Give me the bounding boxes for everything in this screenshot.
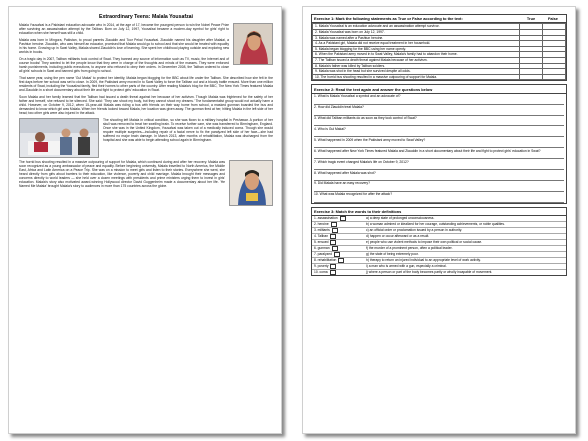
paragraph-3: On a tragic day in 2007, Taliban militants took control of Swat. They banned any source of information such as TV, music, the Internet and of course books! They wanted to let the people know that they were in charge of the thoughts and minds of the masses. They were enforced harsh punishments, including public executions, to anyone who refused to obey their orders. In December 2008, the Taliban ordered to close all girls' schools in Swat and banned girls from going to school.: [19, 56, 229, 74]
question-item: [312, 192, 566, 203]
vocabulary-word: 5. ensued: [314, 240, 329, 245]
answer-box[interactable]: [330, 264, 336, 269]
question-text: 6. What happened after New York Times featured Malala and Ziauddin in a short documentary about their life and fight to protect girls' education in Swat?: [314, 148, 541, 153]
paragraph-4: That same year, using the pen name 'Gul Makai' to protect her identity, Malala began blogging for the BBC about life under the Taliban. She described how she felt in the first days before her school was set to close. In 2009, the Pakistani army moved in to Swat Valley to force the Taliban out and a bloody battle ensued. More than one million residents of Swat, including the Yousafzai family, fled their homes to other parts of the country. After reading Malala's blog for the BBC, The New York Times featured Malala and Ziauddin in a short documentary about their life and fight to protect girls' education in Swat.: [19, 75, 273, 93]
question-text: 1. What is Malala Yousafzai a symbol and an advocate of?: [314, 94, 401, 99]
statement-text: 1. Malala Yousafzai is an education advocate and an assassination attempt survivor.: [313, 24, 520, 30]
vocabulary-word: 7. paralyzed: [314, 252, 332, 257]
statement-text: 9. Malala was shot in the head but she survived despite all odds.: [313, 69, 520, 75]
statement-text: 3. Malala was named after a Pashtun heroine.: [313, 35, 520, 41]
statement-text: 6. When the Pakistani army moved in to Swat Valley, Malala's family had to abandon their home.: [313, 52, 520, 58]
question-item: [312, 148, 566, 159]
true-false-table: [312, 23, 566, 80]
question-text: 8. What happened after Malala was shot?: [314, 170, 376, 175]
answer-box[interactable]: [330, 240, 336, 245]
vocabulary-word: 10. coma: [314, 270, 328, 275]
question-text: 5. What happened in 2009 when the Pakistani army moved to Swat Valley?: [314, 137, 426, 142]
exercise-3-matching: [311, 207, 567, 276]
exercise-1-true-false: [311, 14, 567, 81]
statement-text: 8. Malala's father was killed by Taliban soldiers.: [313, 63, 520, 69]
definition-text: c) an official order or proclamation issued by a person in authority.: [366, 228, 463, 233]
false-column-header: False: [548, 16, 558, 22]
question-item: [312, 181, 566, 192]
statement-text: 5. Malala began blogging for the BBC using her name openly.: [313, 46, 520, 52]
vocabulary-word: 3. militants: [314, 228, 330, 233]
matching-row: [312, 270, 566, 275]
question-item: [312, 94, 566, 105]
worksheet-page-exercises: [302, 6, 576, 434]
definition-text: d) happen or occur afterward or as a result.: [366, 234, 430, 239]
vocabulary-word: 6. gunman: [314, 246, 330, 251]
question-text: 9. Did Malala have an easy recovery?: [314, 181, 370, 186]
answer-box[interactable]: [332, 228, 338, 233]
answer-box[interactable]: [330, 270, 336, 275]
worksheet-page-reading: [8, 6, 282, 434]
exercise-2-questions: [311, 84, 567, 203]
question-item: [312, 116, 566, 127]
definition-text: g) the state of being extremely poor.: [366, 252, 419, 257]
definition-text: f) the murder of a prominent person, often a political leader.: [366, 246, 453, 251]
definition-text: a) a deep state of prolonged unconsciousness.: [366, 216, 435, 221]
true-answer-cell[interactable]: [520, 74, 543, 80]
malala-portrait-photo: [233, 23, 273, 65]
question-item: [312, 137, 566, 148]
answer-box[interactable]: [331, 222, 337, 227]
question-item: [312, 126, 566, 137]
question-item: [312, 159, 566, 170]
definition-text: i) a man who is armed with a gun, especially a criminal.: [366, 264, 447, 269]
vocabulary-word: 9. poverty: [314, 264, 329, 269]
question-text: 4. Who is Gul Makai?: [314, 126, 346, 131]
exercise-2-title: Exercise 2: Read the text again and answer the questions below: [314, 86, 433, 92]
answer-box[interactable]: [334, 252, 340, 257]
exercise-3-title: Exercise 3: Match the words to their definitions: [314, 208, 402, 214]
true-column-header: True: [526, 16, 536, 22]
statement-text: 7. The Taliban issued a death threat against Malala because of her activism.: [313, 57, 520, 63]
matching-list: [312, 216, 566, 275]
definition-text: b) a woman admired or idealized for her courage, outstanding achievements, or noble qualities.: [366, 222, 505, 227]
statement-text: 2. Malala Yousafzai was born on July 12, 1997.: [313, 29, 520, 35]
question-list: [312, 94, 566, 203]
answer-box[interactable]: [338, 258, 344, 263]
statement-text: 4. As a Pakistani girl, Malala did not receive equal treatment in her household.: [313, 41, 520, 47]
definition-text: h) therapy to return an injured individual to an appropriate level of work activity.: [366, 258, 481, 263]
page-title: Extraordinary Teens: Malala Yousafzai: [99, 14, 193, 20]
question-text: 10. What was Malala recognized for after the attack?: [314, 192, 393, 197]
paragraph-6: The shooting left Malala in critical condition, so she was flown to a military hospital in Peshawar. A portion of her skull was removed to treat her swelling brain. To receive further care, she was transferred to Birmingham, England. Once she was in the United Kingdom, Yousafzai was taken out of a medically induced coma. Though she would require multiple surgeries—including repair of a facial nerve to fix the paralyzed left side of her face—she had suffered no major brain damage. In March 2013, after months of rehabilitation, Malala was discharged from the hospital and she was able to begin attending school again in Birmingham.: [103, 117, 273, 143]
exercise-1-title: Exercise 1: Mark the following statements as True or False according to the text:: [314, 16, 463, 22]
statement-text: 10. The horrid bus shooting resulted in a massive outpouring of support for Malala.: [313, 74, 520, 80]
answer-box[interactable]: [330, 234, 336, 239]
vocabulary-word: 1. assassination: [314, 216, 338, 221]
question-item: [312, 105, 566, 116]
hospital-photo: [19, 118, 99, 158]
vocabulary-word: 8. rehabilitation: [314, 258, 337, 263]
paragraph-5: Soon Malala and her family learned that the Taliban had issued a death threat against her because of her activism. Though Malala was frightened for the safety of her father and herself, she refused to be silenced. She said: 'They can shoot my body, but they cannot shoot my dreams.' The fundamentalist group would not actually harm a child. However, on October 9, 2012, when 15-year-old Malala was riding a bus with friends on their way home from school, a masked gunman boarded the bus and demanded to know which girl was Malala. When her friends looked toward Malala, her location was given away. The gunman fired at her, hitting Malala in the left side of her head; two other girls were also injured in the attack.: [19, 94, 273, 116]
malala-award-photo: [229, 160, 273, 206]
definition-text: e) people who use violent methods to impose their own political or social cause.: [366, 240, 483, 245]
vocabulary-word: 2. heroine: [314, 222, 329, 227]
vocabulary-word: 4. Taliban: [314, 234, 329, 239]
answer-box[interactable]: [340, 216, 346, 221]
question-text: 7. Which tragic event changed Malala's life on October 9, 2012?: [314, 159, 409, 164]
question-item: [312, 170, 566, 181]
true-false-row: [313, 74, 566, 80]
question-text: 3. What did Taliban militants do as soon as they took control of Swat?: [314, 116, 417, 120]
answer-line[interactable]: [314, 197, 564, 203]
paragraph-1: Malala Yousafzai is a Pakistani education advocate who in 2014, at the age of 17, became the youngest person to win the Nobel Peace Prize after surviving an assassination attempt by the Taliban. Born on July 12, 1997, Yousafzai became a modern-day symbol for girls' right to education when she herself was still a child.: [19, 23, 229, 36]
question-text: 2. How did Ziauddin treat Malala?: [314, 105, 364, 110]
paragraph-2: Malala was born in Mingora, Pakistan, to proud parents Ziauddin and Toor Pekai Yousafzai. Ziauddin named his daughter after Malalai, a Pashtun heroine. Ziauddin, who was himself an educator, promised that Malala would go to school and that she would be treated with equality in his home. Growing up in Swat Valley, Malala shared Ziauddin's love of learning. She spent her childhood playing outside and exploring new worlds in books.: [19, 37, 229, 55]
answer-box[interactable]: [332, 246, 338, 251]
definition-text: j) where a person or part of the body becomes partly or wholly incapable of movement.: [366, 270, 493, 275]
paragraph-7: The horrid bus shooting resulted in a massive outpouring of support for Malala, which continued during and after her recovery. Malala was soon recognized as a young ambassador of peace and equality. Before beginning university, Malala travelled to North America, the Middle East, Africa and Latin America on a Peace Trip. She was on a mission to meet girls and listen to their stories. Everywhere she went, she heard directly from girls about barriers to their education, like violence, poverty and child marriage. Malala brought their messages and concerns directly to world leaders — she held over a dozen meetings with presidents and prime ministers urging them to invest in girls' education. Malala's story also motivated award-winning Hollywood director David Guggenheim made a documentary about her life. 'He Named Me Malala' brought Malala's story to audiences in more than 175 countries across the globe.: [19, 159, 225, 189]
false-answer-cell[interactable]: [543, 74, 566, 80]
